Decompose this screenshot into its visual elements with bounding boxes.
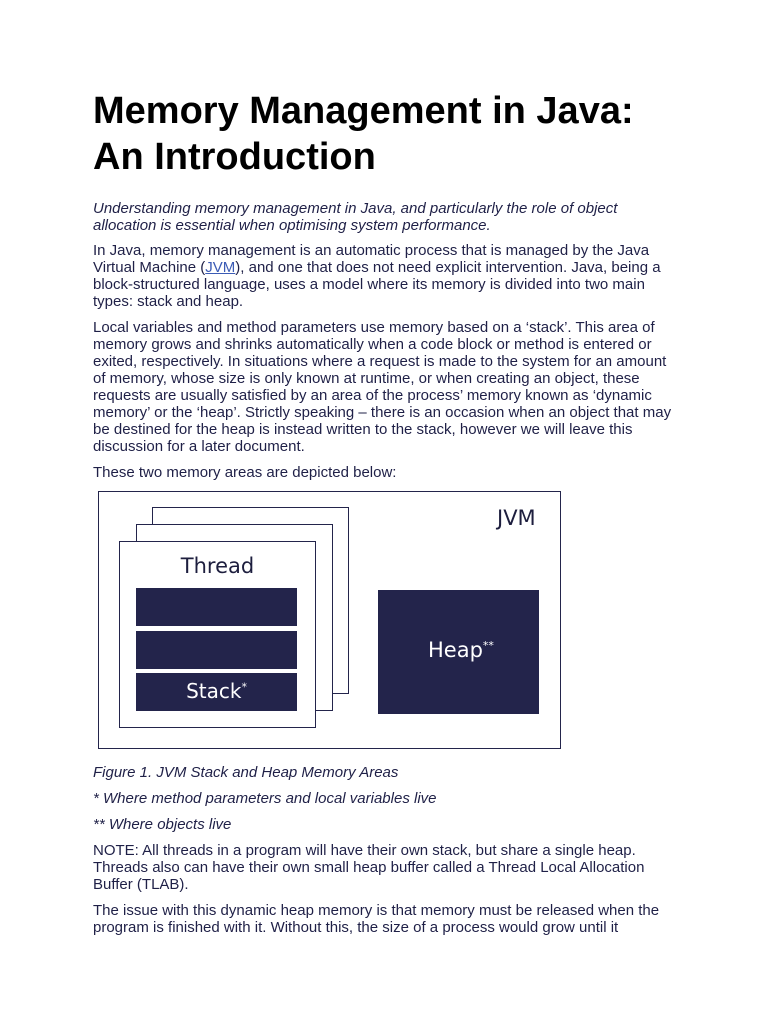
paragraph-jvm-text-before: In Java, memory management is an automatic process that is managed by the Java Virtual Machine ( — [93, 242, 650, 276]
document-title: Memory Management in Java: An Introduction — [93, 90, 634, 178]
jvm-label: JVM — [497, 506, 536, 530]
thread-label: Thread — [180, 554, 255, 578]
paragraph-jvm — [93, 242, 683, 310]
stack-frame-block — [136, 631, 297, 669]
heap-label-text: Heap — [428, 638, 483, 662]
stack-label — [136, 679, 297, 703]
jvm-link[interactable]: JVM — [205, 259, 236, 276]
heap-box — [378, 590, 539, 714]
paragraph-depicted: These two memory areas are depicted below: — [93, 464, 397, 481]
stack-mark: * — [241, 680, 247, 694]
paragraph-issue: The issue with this dynamic heap memory is that memory must be released when the program is finished with it. Without this, the size of a process would grow until it — [93, 902, 660, 936]
thread-frame-front — [119, 541, 316, 728]
heap-mark: ** — [482, 639, 494, 652]
paragraph-jvm-text-after: ), and one that does not need explicit intervention. Java, being a block-structured language, uses a model where its memory is divided into two main types: stack and heap. — [93, 259, 661, 310]
document-page — [93, 88, 683, 936]
intro-paragraph: Understanding memory management in Java, and particularly the role of object allocation is essential when optimising system performance. — [93, 200, 618, 234]
footnote-heap: ** Where objects live — [93, 816, 232, 833]
heap-label — [428, 638, 494, 662]
paragraph-note: NOTE: All threads in a program will have their own stack, but share a single heap. Threads also can have their own small heap buffer called a Thread Local Allocation Buffer (TLAB). — [93, 842, 645, 893]
stack-frame-block — [136, 588, 297, 626]
figure-caption: Figure 1. JVM Stack and Heap Memory Areas — [93, 764, 399, 781]
stack-label-text: Stack — [186, 679, 242, 703]
jvm-memory-diagram — [98, 491, 561, 749]
paragraph-stack-heap: Local variables and method parameters use memory based on a ‘stack’. This area of memory grows and shrinks automatically when a code block or method is entered or exited, respectively. In situations where a request is made to the system for an amount of memory, whose size is only known at runtime, or when creating an object, these requests are usually satisfied by an area of the process’ memory known as ‘dynamic memory’ or the ‘heap’. Strictly speaking – there is an occasion when an object that may be destined for the heap is instead written to the stack, however we will leave this discussion for a later document. — [93, 319, 672, 455]
footnote-stack: * Where method parameters and local variables live — [93, 790, 437, 807]
stack-frame-block — [136, 673, 297, 711]
